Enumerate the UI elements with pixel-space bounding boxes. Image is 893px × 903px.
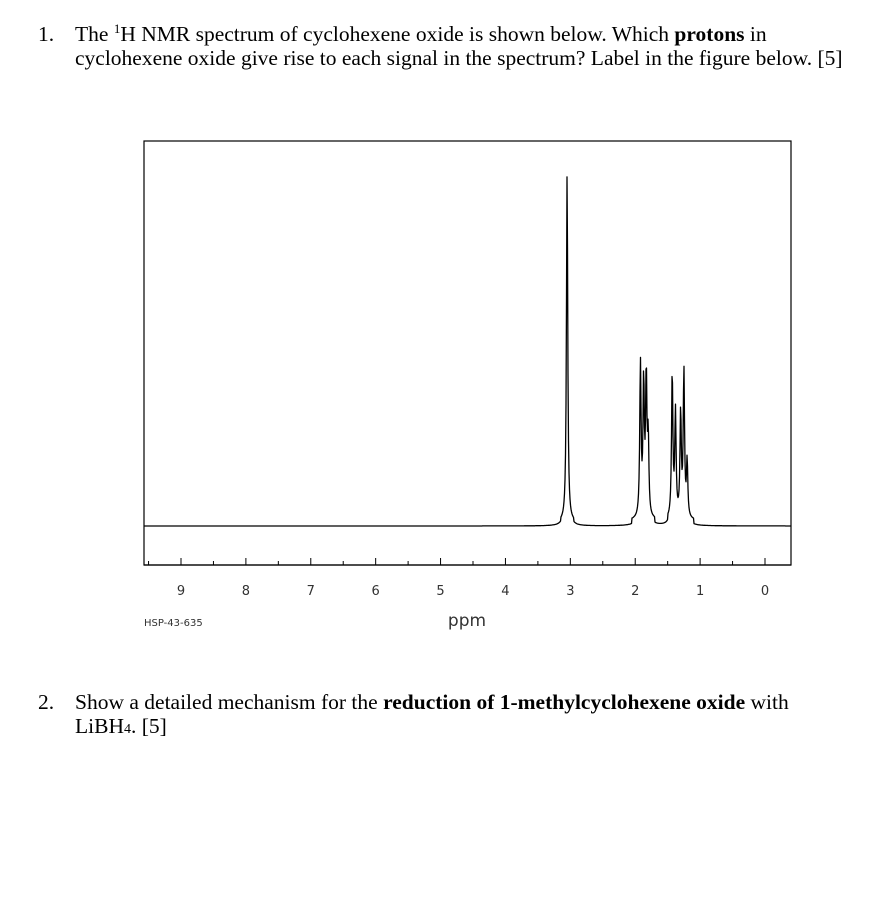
x-tick-label: 6 — [371, 584, 380, 599]
question-2-text-part3: . [5] — [130, 714, 167, 738]
x-tick-label: 8 — [241, 584, 251, 599]
x-tick-label: 7 — [306, 584, 315, 599]
question-2 — [38, 690, 848, 738]
x-tick-label: 1 — [695, 584, 705, 599]
question-1-bold: protons — [674, 22, 745, 46]
x-tick-label: 5 — [436, 584, 445, 599]
x-axis-ticks — [149, 558, 765, 565]
spectrum-id-label: HSP-43-635 — [144, 618, 203, 629]
x-tick-label: 3 — [566, 584, 575, 599]
question-2-subscript: 4 — [123, 722, 131, 737]
question-2-number: 2. — [38, 690, 55, 714]
question-2-text-part1: Show a detailed mechanism for the — [75, 690, 384, 714]
question-1-text-part1: The — [75, 22, 114, 46]
x-tick-label: 4 — [501, 584, 510, 599]
x-tick-label: 9 — [176, 584, 186, 599]
x-tick-label: 2 — [631, 584, 640, 599]
question-1-text — [75, 22, 848, 70]
question-1-text-part2: H NMR spectrum of cyclohexene oxide is shown below. Which — [120, 22, 675, 46]
question-2-bold: reduction of 1-methylcyclohexene oxide — [383, 690, 746, 714]
question-2-text-part2: with LiBH — [75, 690, 789, 738]
spectrum-trace — [144, 177, 791, 526]
x-tick-label: 0 — [760, 584, 770, 599]
question-2-text — [75, 690, 848, 738]
question-1-text-part3: in cyclohexene oxide give rise to each signal in the spectrum? Label in the figure below. [5] — [75, 22, 843, 70]
plot-frame — [144, 141, 791, 565]
x-axis-label: ppm — [447, 611, 487, 631]
question-1-superscript: 1 — [113, 21, 121, 36]
x-axis-tick-labels — [177, 584, 769, 599]
question-1 — [38, 22, 848, 70]
question-1-number: 1. — [38, 22, 55, 46]
